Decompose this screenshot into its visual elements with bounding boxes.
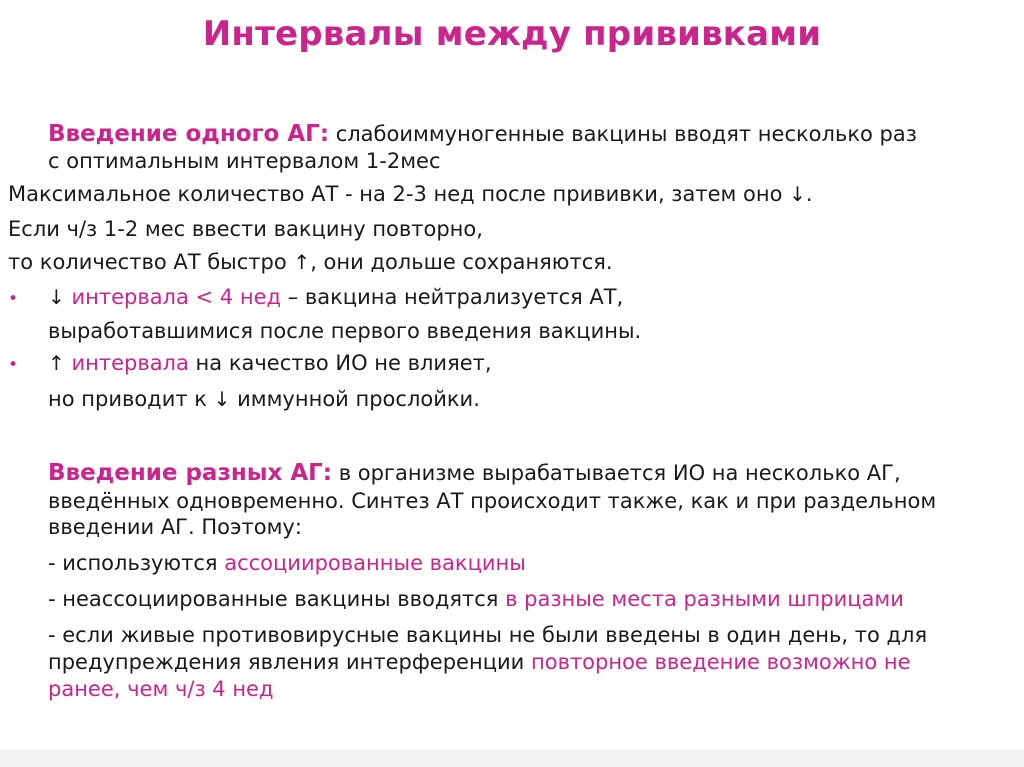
bullet2-cont	[48, 386, 480, 412]
section2-header: Введение разных АГ:	[48, 460, 333, 486]
item3-highlight-c: ранее, чем ч/з 4 нед	[48, 677, 274, 701]
bullet1-highlight: интервала < 4 нед	[71, 285, 282, 309]
section1-line1	[48, 121, 917, 147]
line-then-text: то количество АТ быстро	[8, 250, 287, 274]
item1-highlight: ассоциированные вакцины	[224, 551, 526, 575]
arrow-up-icon: ↑	[293, 250, 311, 274]
line-then-end: , они дольше сохраняются.	[310, 250, 613, 274]
section2-text-c: введении АГ. Поэтому:	[48, 515, 302, 539]
bullet1-cont: выработавшимися после первого введения вакцины.	[48, 319, 642, 343]
section2-text-b: введённых одновременно. Синтез АТ происходит также, как и при раздельном	[48, 489, 937, 513]
slide-title: Интервалы между прививками	[202, 14, 822, 54]
bullet2-highlight: интервала	[71, 351, 189, 375]
section2-text-a: в организме вырабатывается ИО на несколько АГ,	[338, 461, 901, 485]
bullet1-line1	[48, 284, 623, 310]
item1-text: - используются	[48, 551, 218, 575]
bullet-marker: •	[8, 289, 19, 309]
item2-text: - неассоциированные вакцины вводятся	[48, 587, 499, 611]
item2-highlight: в разные места разными шприцами	[505, 587, 904, 611]
arrow-up-icon: ↑	[48, 351, 65, 375]
line-max	[8, 181, 813, 207]
bullet2-text: на качество ИО не влияет,	[195, 351, 492, 375]
arrow-down-icon: ↓	[789, 182, 806, 206]
section1-text-a: слабоиммуногенные вакцины вводят несколько раз	[335, 122, 917, 146]
bullet-marker: •	[8, 355, 19, 375]
line-then	[8, 249, 613, 275]
bullet2-cont-a: но приводит к	[48, 387, 207, 411]
list-item	[48, 586, 904, 612]
item3-highlight-b: повторное введение возможно не	[530, 650, 911, 674]
section1-line2	[48, 148, 441, 174]
list-item	[48, 622, 927, 648]
list-item	[48, 550, 526, 576]
line-max-end: .	[805, 182, 813, 206]
footer-bar	[0, 749, 1024, 767]
section1-header: Введение одного АГ:	[48, 121, 330, 147]
item3-text-a: - если живые противовирусные вакцины не были введены в один день, то для	[48, 623, 928, 647]
item3-line2	[48, 649, 911, 675]
bullet2-cont-b: иммунной прослойки.	[237, 387, 480, 411]
item3-line3	[48, 676, 274, 702]
line-max-text: Максимальное количество АТ - на 2-3 нед после прививки, затем оно	[8, 182, 783, 206]
bullet2-line1	[48, 350, 492, 376]
arrow-down-icon: ↓	[48, 285, 65, 309]
bullet1-text: – вакцина нейтрализуется АТ,	[287, 285, 624, 309]
section2-line1	[48, 460, 901, 486]
item3-text-b: предупреждения явления интерференции	[48, 650, 525, 674]
arrow-down-icon: ↓	[213, 387, 231, 411]
section1-text-b: с оптимальным интервалом 1-2мес	[48, 149, 441, 173]
line-if: Если ч/з 1-2 мес ввести вакцину повторно,	[8, 217, 483, 241]
